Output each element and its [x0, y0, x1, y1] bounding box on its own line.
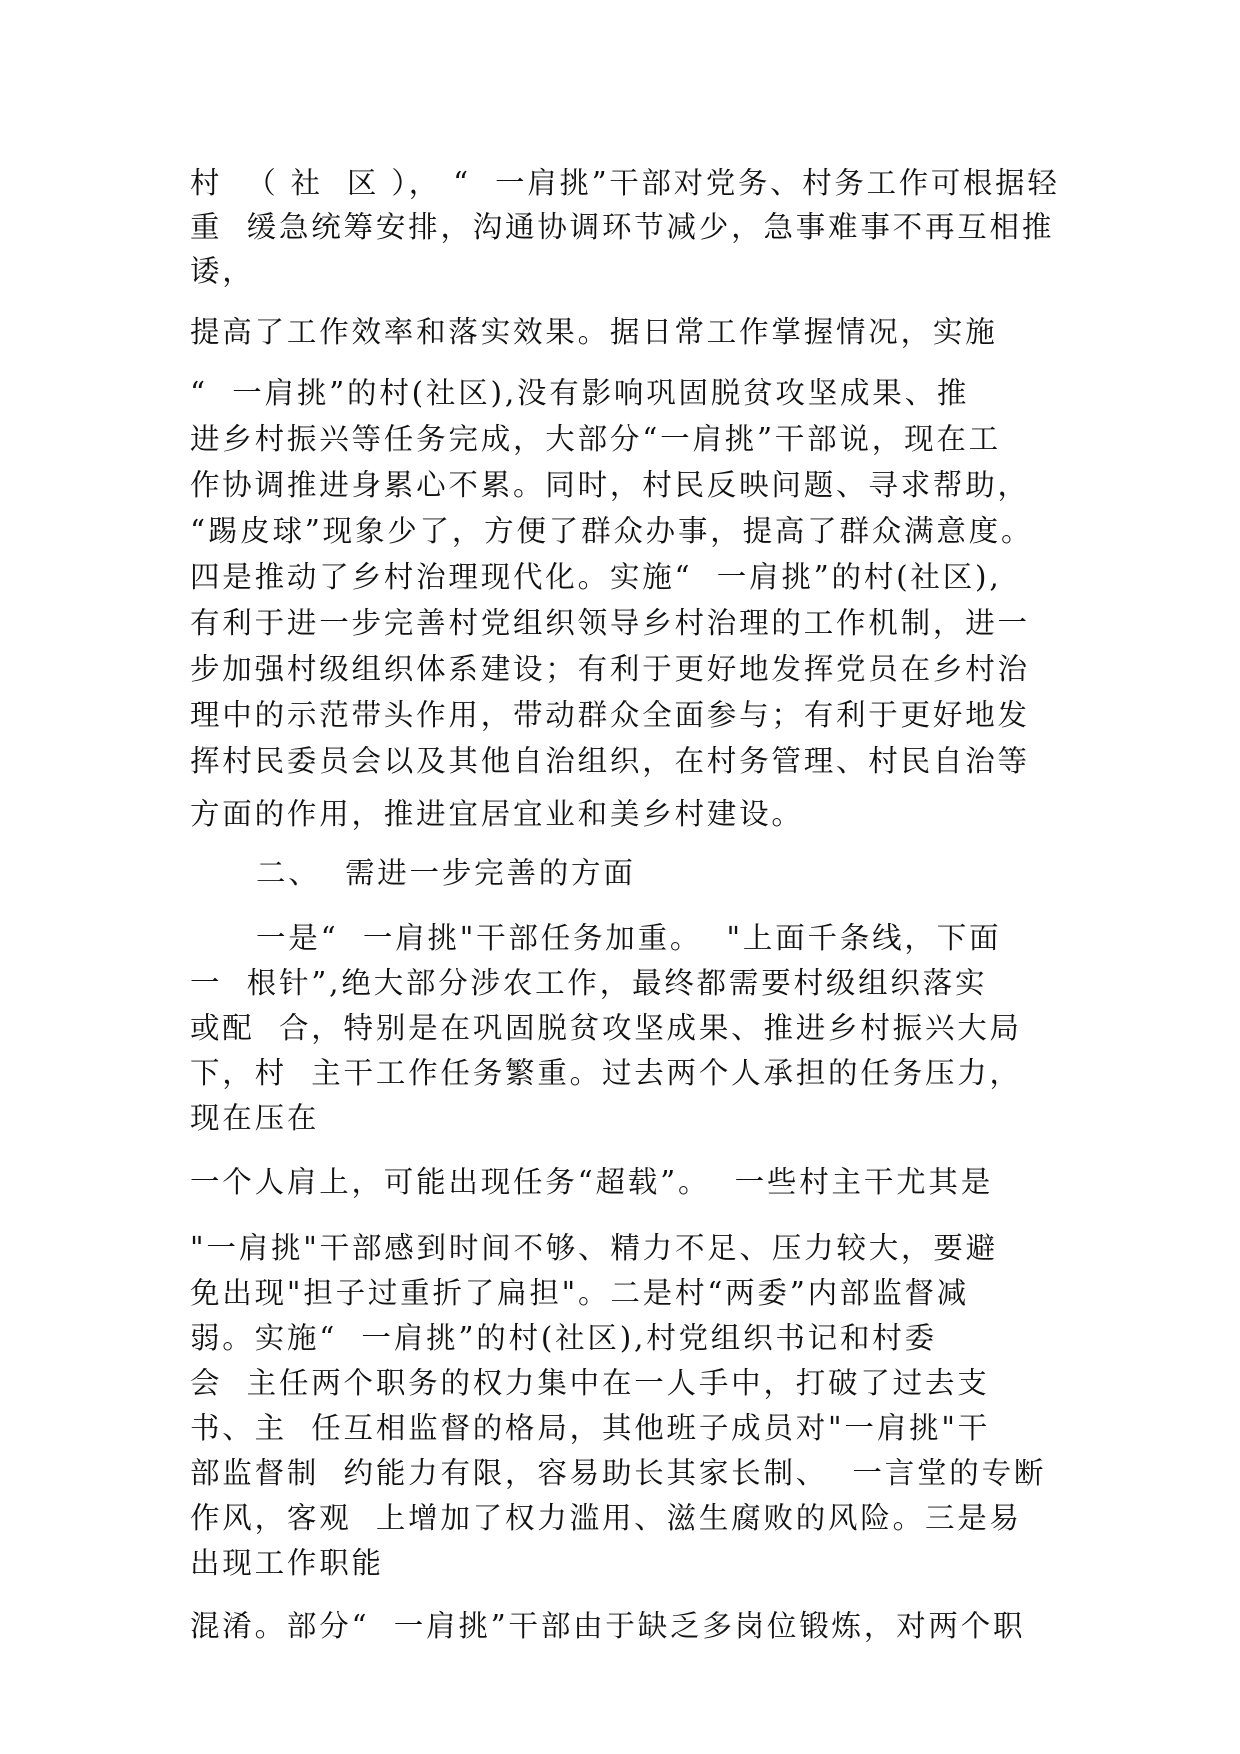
- text-line: 方面的作用，推进宜居宜业和美乡村建设。: [190, 797, 804, 831]
- text-line: “ 一肩挑”的村(社区),没有影响巩固脱贫攻坚成果、推: [190, 376, 970, 410]
- text-line: 会 主任两个职务的权力集中在一人手中，打破了过去支: [190, 1366, 990, 1400]
- text-line: 下，村 主干工作任务繁重。过去两个人承担的任务压力，: [190, 1056, 1022, 1090]
- text-line: 诿，: [190, 254, 255, 288]
- text-line: 挥村民委员会以及其他自治组织，在村务管理、村民自治等: [190, 744, 1030, 778]
- text-line: “踢皮球”现象少了，方便了群众办事，提高了群众满意度。: [190, 514, 1034, 548]
- text-line: 有利于进一步完善村党组织领导乡村治理的工作机制，进一: [190, 606, 1030, 640]
- text-line: 免出现"担子过重折了扁担"。二是村“两委”内部监督减: [190, 1276, 970, 1310]
- text-line: 步加强村级组织体系建设；有利于更好地发挥党员在乡村治: [190, 652, 1030, 686]
- text-line: 一个人肩上，可能出现任务“超载”。 一些村主干尤其是: [190, 1165, 994, 1199]
- text-line: 理中的示范带头作用，带动群众全面参与；有利于更好地发: [190, 698, 1030, 732]
- text-line: 弱。实施“ 一肩挑”的村(社区),村党组织书记和村委: [190, 1321, 937, 1355]
- text-line: 作协调推进身累心不累。同时，村民反映问题、寻求帮助，: [190, 468, 1030, 502]
- text-line: "一肩挑"干部感到时间不够、精力不足、压力较大，要避: [190, 1231, 998, 1265]
- text-line: 进乡村振兴等任务完成，大部分“一肩挑”干部说，现在工: [190, 422, 1001, 456]
- text-line: 作风，客观 上增加了权力滥用、滋生腐败的风险。三是易: [190, 1501, 1022, 1535]
- text-line: 书、主 任互相监督的格局，其他班子成员对"一肩挑"干: [190, 1411, 990, 1445]
- text-line: 一是“ 一肩挑"干部任务加重。 "上面千条线，下面: [256, 921, 1002, 955]
- section-heading: 二、 需进一步完善的方面: [256, 856, 636, 890]
- text-line: 提高了工作效率和落实效果。据日常工作掌握情况，实施: [190, 315, 998, 349]
- text-line: 出现工作职能: [190, 1546, 384, 1580]
- text-line: 重 缓急统筹安排，沟通协调环节减少，急事难事不再互相推: [190, 210, 1055, 244]
- text-line: 部监督制 约能力有限，容易助长其家长制、 一言堂的专断: [190, 1456, 1047, 1490]
- text-line: 或配 合，特别是在巩固脱贫攻坚成果、推进乡村振兴大局: [190, 1011, 1022, 1045]
- text-line: 现在压在: [190, 1101, 320, 1135]
- text-line: 村 （ 社 区 ）， “ 一肩挑”干部对党务、村务工作可根据轻: [190, 166, 1060, 200]
- text-line: 四是推动了乡村治理现代化。实施“ 一肩挑”的村(社区),: [190, 560, 1002, 594]
- text-line: 一 根针”,绝大部分涉农工作，最终都需要村级组织落实: [190, 966, 988, 1000]
- text-line: 混淆。部分“ 一肩挑”干部由于缺乏多岗位锻炼，对两个职: [190, 1609, 1026, 1643]
